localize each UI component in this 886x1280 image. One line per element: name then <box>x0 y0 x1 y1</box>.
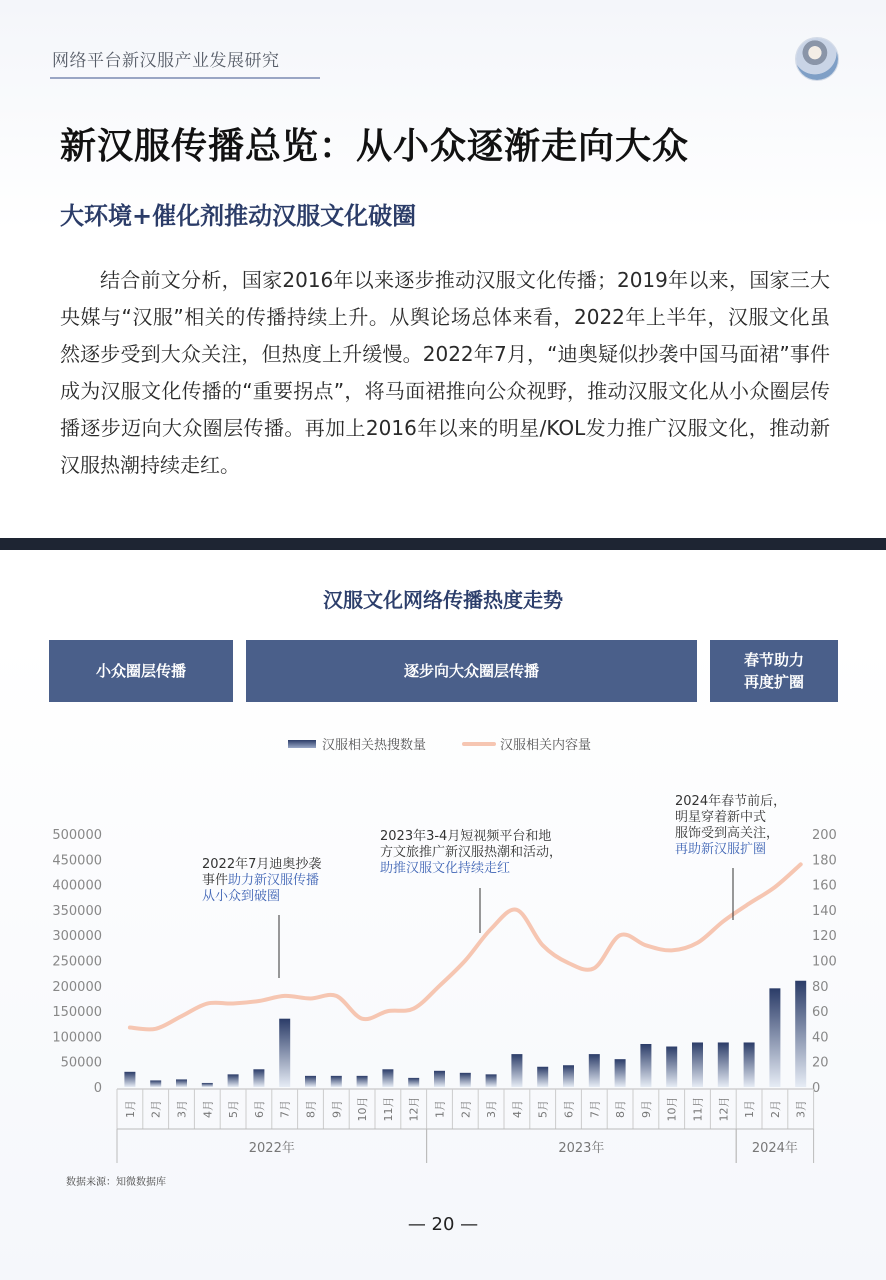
y-left-tick: 300000 <box>52 929 102 945</box>
annotation-text: 2022年7月迪奥抄袭 <box>202 857 322 872</box>
page-number: — 20 — <box>407 1214 479 1235</box>
y-right-tick: 80 <box>812 979 829 995</box>
x-tick-label: 7月 <box>588 1100 602 1118</box>
x-tick-label: 11月 <box>691 1096 705 1122</box>
bar <box>176 1079 187 1087</box>
bar <box>769 988 780 1087</box>
annotation-text: 助推汉服文化持续走红 <box>380 861 511 876</box>
legend-bar-swatch <box>288 740 316 748</box>
x-tick-label: 12月 <box>717 1096 731 1122</box>
bar <box>357 1076 368 1087</box>
bar <box>434 1071 445 1087</box>
annotation-text: 事件助力新汉服传播 <box>202 873 320 888</box>
bar <box>692 1042 703 1087</box>
y-right-tick: 180 <box>812 853 837 869</box>
annotation-text: 再助新汉服扩圈 <box>675 842 767 857</box>
bar <box>408 1078 419 1087</box>
body-paragraph: 结合前文分析，国家2016年以来逐步推动汉服文化传播；2019年以来，国家三大央媒与“汉服”相关的传播持续上升。从舆论场总体来看，2022年上半年，汉服文化虽然逐步受到大众关注，但热度上升缓慢。2022年7月，“迪奥疑似抄袭中国马面裙”事件成为汉服文化传播的“重要拐点”，将马面裙推向公众视野，推动汉服文化从小众圈层传播逐步迈向大众圈层传播。再加上2016年以来的明星/KOL发力推广汉服文化，推动新汉服热潮持续走红。 <box>60 268 830 477</box>
annotation-text: 2023年3-4月短视频平台和地 <box>380 829 552 844</box>
x-tick-label: 10月 <box>665 1096 679 1122</box>
bar <box>202 1083 213 1087</box>
x-tick-label: 9月 <box>639 1100 653 1118</box>
divider-band <box>0 538 886 550</box>
bar <box>305 1076 316 1087</box>
y-left-tick: 350000 <box>52 903 102 919</box>
avatar <box>796 38 838 80</box>
bar <box>744 1042 755 1087</box>
y-left-tick: 400000 <box>52 878 102 894</box>
bar <box>563 1065 574 1087</box>
x-tick-label: 1月 <box>123 1100 137 1118</box>
x-tick-label: 9月 <box>330 1100 344 1118</box>
y-left-tick: 200000 <box>52 979 102 995</box>
x-tick-label: 5月 <box>227 1100 241 1118</box>
annotation-text: 2024年春节前后， <box>675 794 787 809</box>
x-tick-label: 8月 <box>304 1100 318 1118</box>
x-tick-label: 1月 <box>743 1100 757 1118</box>
annotation-text: 明星穿着新中式 <box>675 810 767 825</box>
bar <box>666 1047 677 1087</box>
bar <box>460 1073 471 1087</box>
y-left-tick: 250000 <box>52 954 102 970</box>
phase-spring-festival: 春节助力 再度扩圈 <box>710 640 838 702</box>
header-rule <box>50 77 320 79</box>
x-tick-label: 10月 <box>356 1096 370 1122</box>
x-tick-label: 2月 <box>149 1100 163 1118</box>
y-left-tick: 450000 <box>52 853 102 869</box>
year-label: 2023年 <box>558 1141 605 1156</box>
legend-line-label: 汉服相关内容量 <box>500 738 592 753</box>
x-tick-label: 7月 <box>278 1100 292 1118</box>
legend-bar-label: 汉服相关热搜数量 <box>322 738 427 753</box>
bar <box>253 1069 264 1087</box>
x-tick-label: 6月 <box>252 1100 266 1118</box>
x-tick-label: 12月 <box>407 1096 421 1122</box>
y-left-tick: 0 <box>93 1081 102 1096</box>
chart-title: 汉服文化网络传播热度走势 <box>323 588 563 612</box>
y-left-tick: 150000 <box>52 1005 102 1021</box>
page-title: 新汉服传播总览：从小众逐渐走向大众 <box>60 126 690 167</box>
bar <box>511 1054 522 1087</box>
bar <box>537 1067 548 1087</box>
annotation-text: 方文旅推广新汉服热潮和活动， <box>380 845 563 860</box>
x-tick-label: 3月 <box>485 1100 499 1118</box>
bar <box>486 1074 497 1087</box>
y-right-tick: 200 <box>812 828 837 843</box>
phase-small-circle: 小众圈层传播 <box>49 640 233 702</box>
annotation-text: 服饰受到高关注， <box>675 826 780 841</box>
y-right-tick: 160 <box>812 878 837 894</box>
year-label: 2024年 <box>751 1141 798 1156</box>
annotation-text: 从小众到破圈 <box>202 889 281 904</box>
y-left-tick: 50000 <box>60 1055 102 1071</box>
bar <box>331 1076 342 1087</box>
x-tick-label: 3月 <box>794 1100 808 1118</box>
year-label: 2022年 <box>248 1141 295 1156</box>
bar <box>150 1080 161 1087</box>
bar <box>615 1059 626 1087</box>
x-tick-label: 1月 <box>433 1100 447 1118</box>
y-right-tick: 0 <box>812 1081 821 1096</box>
bar <box>589 1054 600 1087</box>
y-right-tick: 120 <box>812 929 837 945</box>
y-left-tick: 100000 <box>52 1030 102 1046</box>
y-right-tick: 100 <box>812 954 837 970</box>
bar <box>124 1072 135 1087</box>
x-tick-label: 6月 <box>562 1100 576 1118</box>
bar <box>382 1069 393 1087</box>
bar <box>640 1044 651 1087</box>
x-tick-label: 8月 <box>614 1100 628 1118</box>
bar <box>718 1042 729 1087</box>
y-right-tick: 140 <box>812 903 837 919</box>
header-title: 网络平台新汉服产业发展研究 <box>52 51 280 71</box>
x-tick-label: 3月 <box>175 1100 189 1118</box>
bar <box>279 1019 290 1087</box>
y-right-tick: 40 <box>812 1030 829 1046</box>
x-tick-label: 11月 <box>381 1096 395 1122</box>
y-right-tick: 60 <box>812 1005 829 1021</box>
y-right-tick: 20 <box>812 1055 829 1071</box>
bar <box>228 1074 239 1087</box>
phase-toward-mainstream: 逐步向大众圈层传播 <box>246 640 697 702</box>
x-tick-label: 2月 <box>768 1100 782 1118</box>
x-tick-label: 4月 <box>201 1100 215 1118</box>
bar <box>795 981 806 1087</box>
x-tick-label: 2月 <box>459 1100 473 1118</box>
data-source: 数据来源：知微数据库 <box>66 1177 166 1188</box>
x-tick-label: 5月 <box>536 1100 550 1118</box>
x-tick-label: 4月 <box>510 1100 524 1118</box>
trend-chart <box>0 720 886 1170</box>
subtitle: 大环境+催化剂推动汉服文化破圈 <box>60 202 417 230</box>
y-left-tick: 500000 <box>52 828 102 843</box>
